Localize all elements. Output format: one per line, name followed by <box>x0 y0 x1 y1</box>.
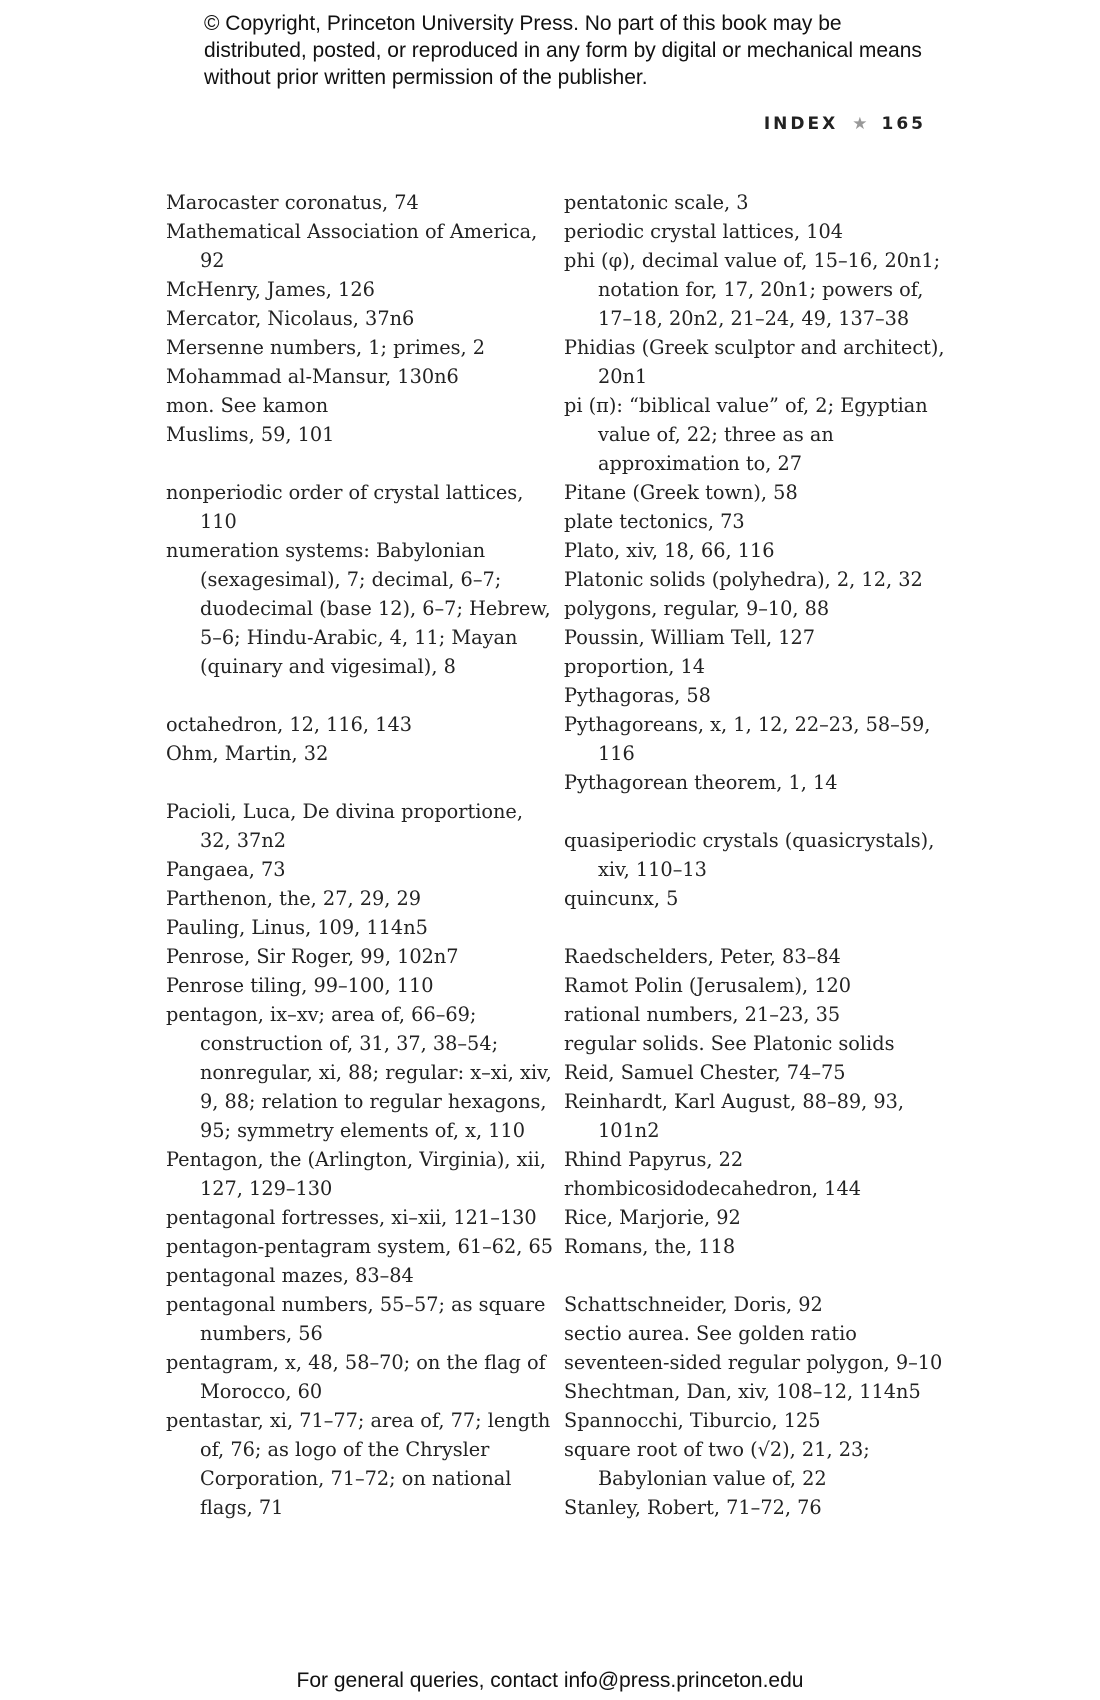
index-entry: Reid, Samuel Chester, 74–75 <box>564 1061 846 1084</box>
index-entry: Ramot Polin (Jerusalem), 120 <box>564 974 852 997</box>
index-entry: Pythagoreans, x, 1, 12, 22–23, 58–59, 116 <box>564 713 931 765</box>
index-entry: Spannocchi, Tiburcio, 125 <box>564 1409 821 1432</box>
letter-group-gap <box>564 913 956 942</box>
index-entry: mon. See kamon <box>166 394 329 417</box>
letter-group-gap <box>166 768 558 797</box>
index-entry: pentastar, xi, 71–77; area of, 77; length of, 76; as logo of the Chrysler Corporation, 71–72; on national flags, 71 <box>166 1409 551 1519</box>
index-entry: proportion, 14 <box>564 655 706 678</box>
index-entry: Mercator, Nicolaus, 37n6 <box>166 307 415 330</box>
index-entry: Pentagon, the (Arlington, Virginia), xii, 127, 129–130 <box>166 1148 546 1200</box>
index-entry: Pythagoras, 58 <box>564 684 711 707</box>
index-entry: Parthenon, the, 27, 29, 29 <box>166 887 422 910</box>
index-entry: Rice, Marjorie, 92 <box>564 1206 741 1229</box>
index-entry: regular solids. See Platonic solids <box>564 1032 895 1055</box>
index-entry: periodic crystal lattices, 104 <box>564 220 844 243</box>
index-entry: Mersenne numbers, 1; primes, 2 <box>166 336 486 359</box>
index-entry: Pitane (Greek town), 58 <box>564 481 798 504</box>
index-entry: pentagon, ix–xv; area of, 66–69; construction of, 31, 37, 38–54; nonregular, xi, 88; regular: x–xi, xiv, 9, 88; relation to regular hexagons, 95; symmetry elements of, x, 110 <box>166 1003 552 1142</box>
index-entry: sectio aurea. See golden ratio <box>564 1322 857 1345</box>
index-column-right <box>564 188 956 1522</box>
index-entry: nonperiodic order of crystal lattices, 110 <box>166 481 524 533</box>
index-entry: Pythagorean theorem, 1, 14 <box>564 771 838 794</box>
index-entry: Penrose, Sir Roger, 99, 102n7 <box>166 945 459 968</box>
index-entry: Stanley, Robert, 71–72, 76 <box>564 1496 822 1519</box>
index-entry: pentagram, x, 48, 58–70; on the flag of Morocco, 60 <box>166 1351 546 1403</box>
index-entry: pi (π): “biblical value” of, 2; Egyptian value of, 22; three as an approximation to, 27 <box>564 394 928 475</box>
index-entry: Pauling, Linus, 109, 114n5 <box>166 916 428 939</box>
index-entry: plate tectonics, 73 <box>564 510 745 533</box>
section-label: INDEX <box>763 114 839 134</box>
copyright-notice: © Copyright, Princeton University Press. No part of this book may be distributed, posted, or reproduced in any form by digital or mechanical means without prior written permission of the publisher. <box>204 12 922 89</box>
index-entry: Penrose tiling, 99–100, 110 <box>166 974 434 997</box>
index-entry: Rhind Papyrus, 22 <box>564 1148 744 1171</box>
index-entry: McHenry, James, 126 <box>166 278 375 301</box>
index-entry: rational numbers, 21–23, 35 <box>564 1003 841 1026</box>
index-entry: Marocaster coronatus, 74 <box>166 191 419 214</box>
index-entry: Phidias (Greek sculptor and architect), 20n1 <box>564 336 945 388</box>
index-entry: Pangaea, 73 <box>166 858 286 881</box>
index-entry: octahedron, 12, 116, 143 <box>166 713 412 736</box>
letter-group-gap <box>166 681 558 710</box>
index-entry: quasiperiodic crystals (quasicrystals), xiv, 110–13 <box>564 829 935 881</box>
index-entry: Ohm, Martin, 32 <box>166 742 329 765</box>
index-entry: pentagonal numbers, 55–57; as square numbers, 56 <box>166 1293 546 1345</box>
star-icon: ★ <box>852 114 868 134</box>
index-entry: Poussin, William Tell, 127 <box>564 626 816 649</box>
letter-group-gap <box>564 1261 956 1290</box>
index-entry: Schattschneider, Doris, 92 <box>564 1293 823 1316</box>
index-entry: polygons, regular, 9–10, 88 <box>564 597 830 620</box>
index-entry: seventeen-sided regular polygon, 9–10 <box>564 1351 943 1374</box>
index-entry: numeration systems: Babylonian (sexagesimal), 7; decimal, 6–7; duodecimal (base 12), 6–7; Hebrew, 5–6; Hindu-Arabic, 4, 11; Mayan (quinary and vigesimal), 8 <box>166 539 551 678</box>
page-number: 165 <box>881 114 926 134</box>
index-entry: Reinhardt, Karl August, 88–89, 93, 101n2 <box>564 1090 905 1142</box>
footer-contact: For general queries, contact info@press.princeton.edu <box>296 1669 804 1692</box>
index-entry: Mohammad al-Mansur, 130n6 <box>166 365 459 388</box>
index-entry: Plato, xiv, 18, 66, 116 <box>564 539 775 562</box>
index-entry: Mathematical Association of America, 92 <box>166 220 538 272</box>
index-entry: pentagon-pentagram system, 61–62, 65 <box>166 1235 554 1258</box>
index-entry: Raedschelders, Peter, 83–84 <box>564 945 841 968</box>
letter-group-gap <box>166 449 558 478</box>
index-entry: pentagonal fortresses, xi–xii, 121–130 <box>166 1206 537 1229</box>
index-entry: Muslims, 59, 101 <box>166 423 335 446</box>
index-entry: pentatonic scale, 3 <box>564 191 749 214</box>
index-entry: rhombicosidodecahedron, 144 <box>564 1177 861 1200</box>
index-entry: square root of two (√2), 21, 23; Babylonian value of, 22 <box>564 1438 870 1490</box>
letter-group-gap <box>564 797 956 826</box>
index-entry: quincunx, 5 <box>564 887 679 910</box>
index-column-left <box>166 188 558 1522</box>
index-entry: Shechtman, Dan, xiv, 108–12, 114n5 <box>564 1380 921 1403</box>
index-entry: Platonic solids (polyhedra), 2, 12, 32 <box>564 568 923 591</box>
index-entry: phi (φ), decimal value of, 15–16, 20n1; notation for, 17, 20n1; powers of, 17–18, 20n2, 21–24, 49, 137–38 <box>564 249 941 330</box>
index-entry: Romans, the, 118 <box>564 1235 736 1258</box>
index-entry: pentagonal mazes, 83–84 <box>166 1264 414 1287</box>
index-entry: Pacioli, Luca, De divina proportione, 32, 37n2 <box>166 800 523 852</box>
running-head <box>764 114 926 134</box>
